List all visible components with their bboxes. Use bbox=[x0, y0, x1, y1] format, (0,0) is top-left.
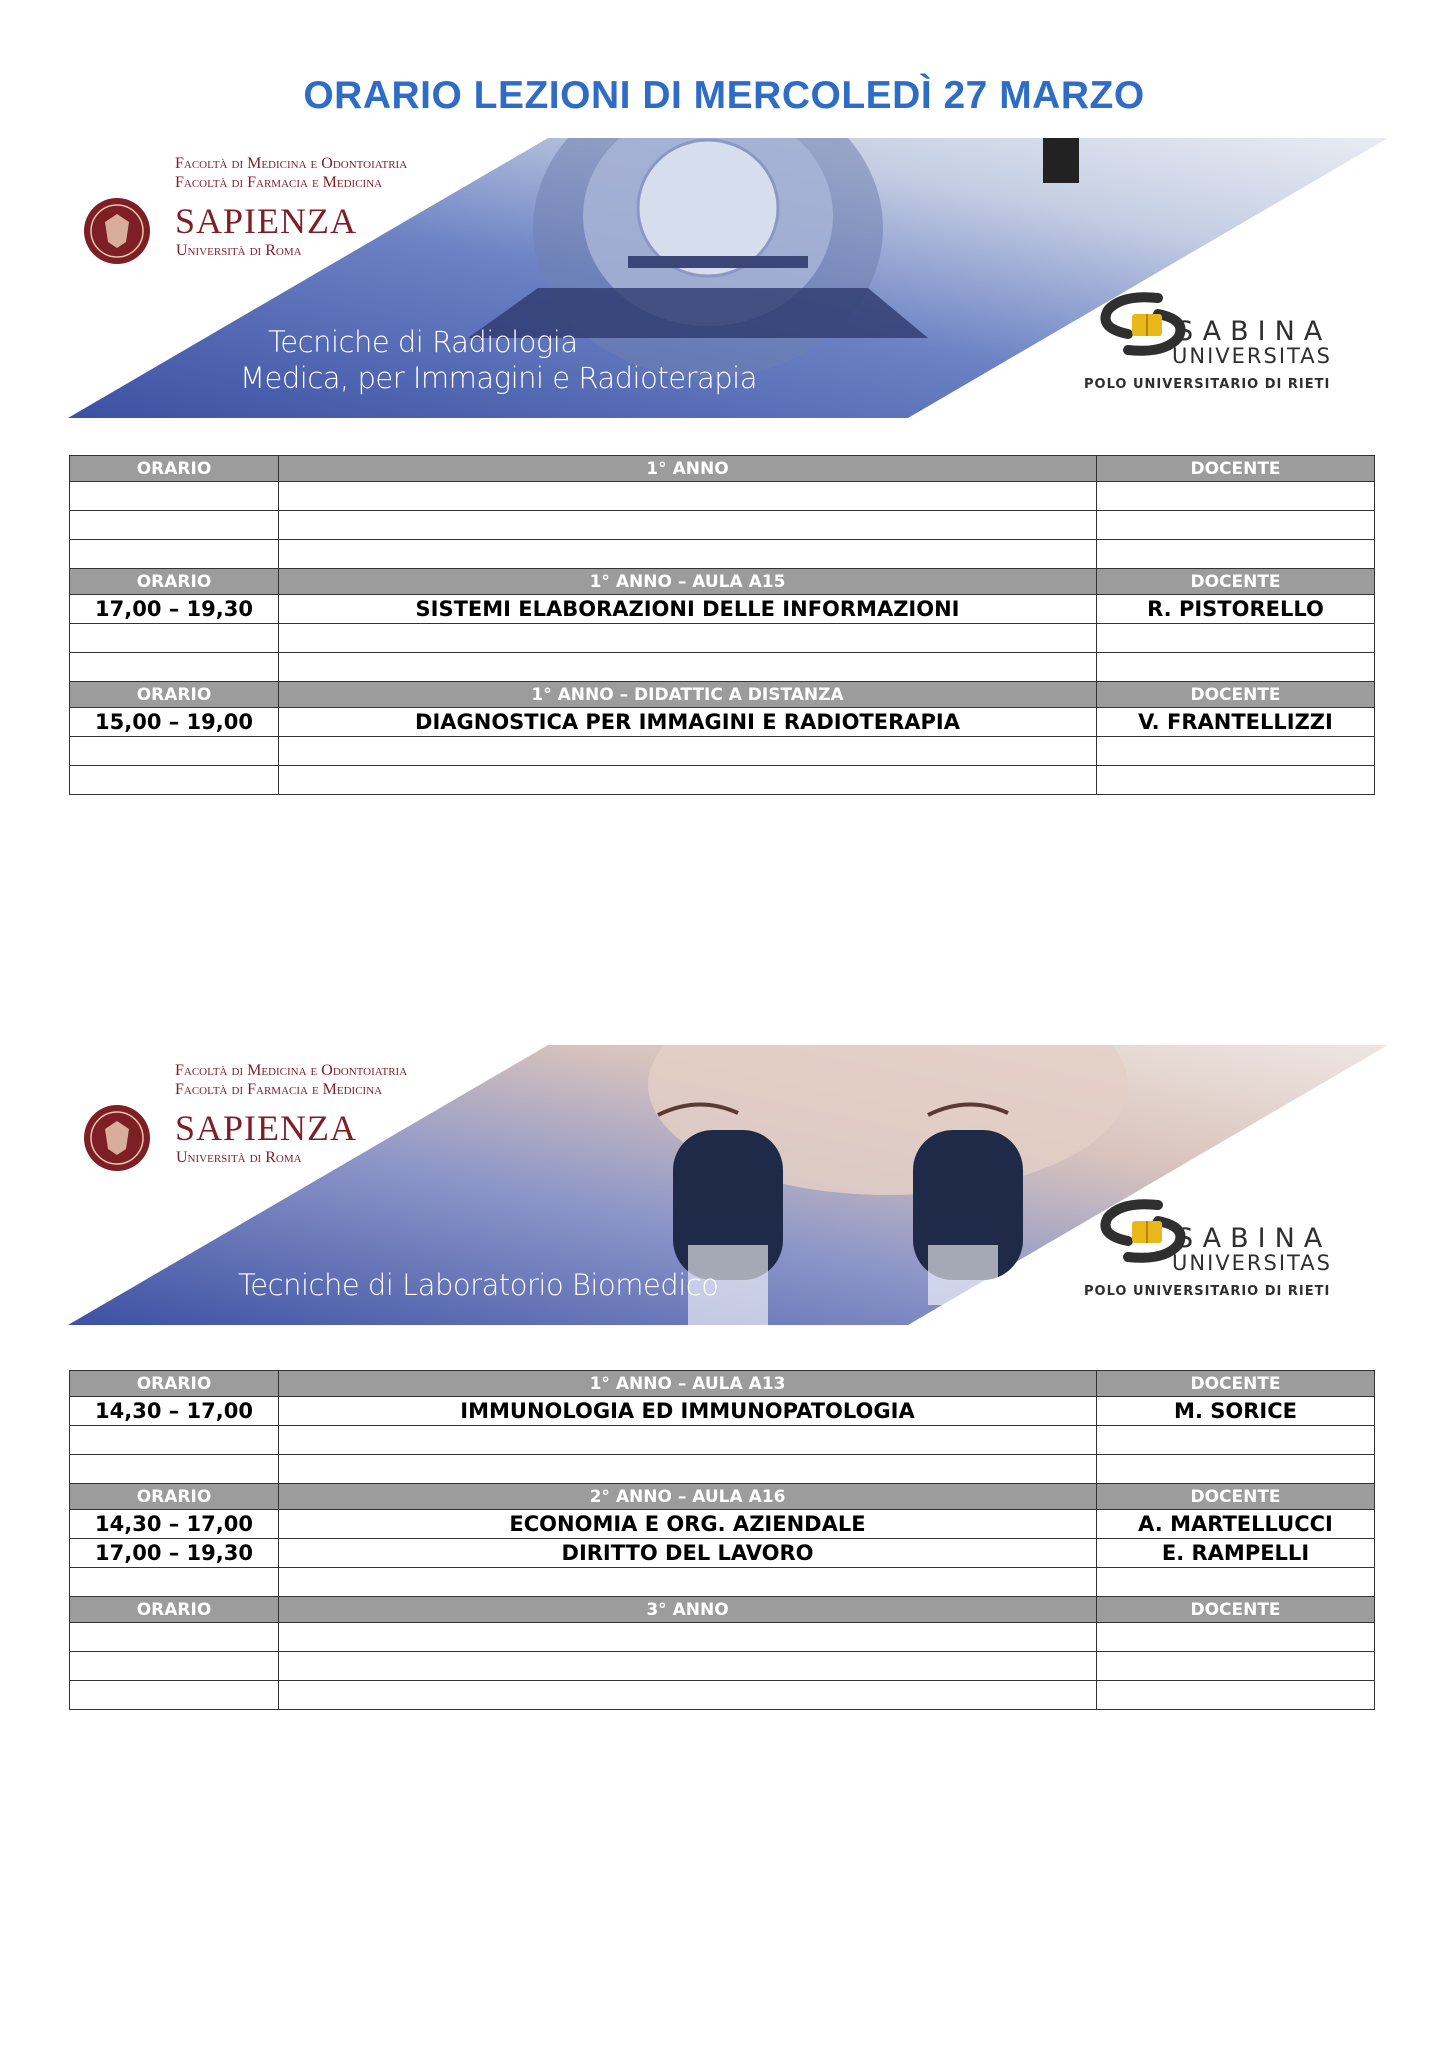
table-header-row bbox=[70, 456, 1375, 482]
cell-time: 14,30 – 17,00 bbox=[70, 1510, 279, 1539]
cell-time bbox=[70, 1681, 279, 1710]
cell-teacher bbox=[1097, 766, 1375, 795]
university-subtitle: Università di Roma bbox=[176, 1149, 302, 1166]
cell-time: 15,00 – 19,00 bbox=[70, 708, 279, 737]
page-title: ORARIO LEZIONI DI MERCOLEDÌ 27 MARZO bbox=[303, 74, 1145, 117]
table-row bbox=[70, 1426, 1375, 1455]
table-row bbox=[70, 1681, 1375, 1710]
course-title-line-2: Medica, per Immagini e Radioterapia bbox=[240, 361, 758, 395]
cell-teacher bbox=[1097, 1568, 1375, 1597]
header-orario: ORARIO bbox=[70, 569, 279, 595]
header-year: 2° ANNO – AULA A16 bbox=[279, 1484, 1097, 1510]
faculty-line-1: Facoltà di Medicina e Odontoiatria bbox=[175, 1062, 408, 1079]
cell-course bbox=[279, 1426, 1097, 1455]
header-year: 1° ANNO – AULA A13 bbox=[279, 1371, 1097, 1397]
cell-time bbox=[70, 482, 279, 511]
cell-course bbox=[279, 624, 1097, 653]
header-docente: DOCENTE bbox=[1097, 1597, 1375, 1623]
cell-course bbox=[279, 1623, 1097, 1652]
faculty-line-2: Facoltà di Farmacia e Medicina bbox=[175, 1081, 383, 1098]
header-orario: ORARIO bbox=[70, 682, 279, 708]
cell-time bbox=[70, 1455, 279, 1484]
cell-teacher bbox=[1097, 1652, 1375, 1681]
table-row bbox=[70, 1455, 1375, 1484]
cell-course: IMMUNOLOGIA ED IMMUNOPATOLOGIA bbox=[279, 1397, 1097, 1426]
table-header-row bbox=[70, 569, 1375, 595]
cell-course bbox=[279, 1652, 1097, 1681]
header-docente: DOCENTE bbox=[1097, 1371, 1375, 1397]
cell-time bbox=[70, 1426, 279, 1455]
header-year: 1° ANNO – AULA A15 bbox=[279, 569, 1097, 595]
cell-course: ECONOMIA E ORG. AZIENDALE bbox=[279, 1510, 1097, 1539]
cell-teacher bbox=[1097, 1681, 1375, 1710]
table-row bbox=[70, 595, 1375, 624]
cell-course bbox=[279, 653, 1097, 682]
header-orario: ORARIO bbox=[70, 1597, 279, 1623]
cell-course: DIRITTO DEL LAVORO bbox=[279, 1539, 1097, 1568]
cell-time bbox=[70, 653, 279, 682]
university-name: SAPIENZA bbox=[175, 1108, 358, 1148]
cell-teacher bbox=[1097, 1455, 1375, 1484]
cell-teacher bbox=[1097, 511, 1375, 540]
cell-time bbox=[70, 540, 279, 569]
faculty-line-2: Facoltà di Farmacia e Medicina bbox=[175, 174, 383, 191]
table-row bbox=[70, 653, 1375, 682]
cell-teacher: V. FRANTELLIZZI bbox=[1097, 708, 1375, 737]
cell-course: DIAGNOSTICA PER IMMAGINI E RADIOTERAPIA bbox=[279, 708, 1097, 737]
cell-time bbox=[70, 1568, 279, 1597]
cell-course bbox=[279, 511, 1097, 540]
cell-teacher bbox=[1097, 737, 1375, 766]
table-row bbox=[70, 540, 1375, 569]
table-row bbox=[70, 1539, 1375, 1568]
header-orario: ORARIO bbox=[70, 1371, 279, 1397]
cell-time bbox=[70, 624, 279, 653]
course-banner-radiology bbox=[68, 138, 1388, 418]
cell-time: 17,00 – 19,30 bbox=[70, 1539, 279, 1568]
cell-course bbox=[279, 1681, 1097, 1710]
cell-teacher: R. PISTORELLO bbox=[1097, 595, 1375, 624]
cell-teacher bbox=[1097, 482, 1375, 511]
table-header-row bbox=[70, 1484, 1375, 1510]
partner-tagline: POLO UNIVERSITARIO DI RIETI bbox=[1084, 377, 1331, 392]
partner-subtitle: UNIVERSITAS bbox=[1172, 1251, 1332, 1275]
cell-course bbox=[279, 766, 1097, 795]
cell-time bbox=[70, 1623, 279, 1652]
course-title-line-1: Tecniche di Radiologia bbox=[268, 325, 578, 359]
table-row bbox=[70, 624, 1375, 653]
partner-subtitle: UNIVERSITAS bbox=[1172, 344, 1332, 368]
cell-course bbox=[279, 1455, 1097, 1484]
cell-time bbox=[70, 1652, 279, 1681]
cell-course bbox=[279, 540, 1097, 569]
cell-time bbox=[70, 737, 279, 766]
partner-name: SABINA bbox=[1176, 316, 1332, 347]
header-docente: DOCENTE bbox=[1097, 682, 1375, 708]
table-row bbox=[70, 1623, 1375, 1652]
course-title-line-1: Tecniche di Laboratorio Biomedico bbox=[238, 1268, 719, 1302]
university-subtitle: Università di Roma bbox=[176, 242, 302, 259]
header-docente: DOCENTE bbox=[1097, 456, 1375, 482]
header-year: 1° ANNO bbox=[279, 456, 1097, 482]
cell-teacher bbox=[1097, 540, 1375, 569]
cell-teacher bbox=[1097, 1623, 1375, 1652]
schedule-table-radiology bbox=[69, 455, 1375, 795]
cell-teacher: A. MARTELLUCCI bbox=[1097, 1510, 1375, 1539]
cell-course bbox=[279, 482, 1097, 511]
cell-teacher bbox=[1097, 653, 1375, 682]
header-year: 3° ANNO bbox=[279, 1597, 1097, 1623]
table-row bbox=[70, 737, 1375, 766]
cell-course bbox=[279, 737, 1097, 766]
table-row bbox=[70, 1510, 1375, 1539]
cell-time: 14,30 – 17,00 bbox=[70, 1397, 279, 1426]
cell-time bbox=[70, 511, 279, 540]
cell-course bbox=[279, 1568, 1097, 1597]
table-header-row bbox=[70, 682, 1375, 708]
university-name: SAPIENZA bbox=[175, 201, 358, 241]
table-row bbox=[70, 482, 1375, 511]
header-docente: DOCENTE bbox=[1097, 569, 1375, 595]
table-row bbox=[70, 1397, 1375, 1426]
cell-time: 17,00 – 19,30 bbox=[70, 595, 279, 624]
cell-teacher: E. RAMPELLI bbox=[1097, 1539, 1375, 1568]
cell-time bbox=[70, 766, 279, 795]
cell-course: SISTEMI ELABORAZIONI DELLE INFORMAZIONI bbox=[279, 595, 1097, 624]
faculty-line-1: Facoltà di Medicina e Odontoiatria bbox=[175, 155, 408, 172]
cell-teacher bbox=[1097, 1426, 1375, 1455]
header-docente: DOCENTE bbox=[1097, 1484, 1375, 1510]
partner-name: SABINA bbox=[1176, 1223, 1332, 1254]
table-row bbox=[70, 511, 1375, 540]
table-row bbox=[70, 708, 1375, 737]
table-header-row bbox=[70, 1597, 1375, 1623]
header-year: 1° ANNO – DIDATTIC A DISTANZA bbox=[279, 682, 1097, 708]
table-header-row bbox=[70, 1371, 1375, 1397]
header-orario: ORARIO bbox=[70, 1484, 279, 1510]
header-orario: ORARIO bbox=[70, 456, 279, 482]
table-row bbox=[70, 1568, 1375, 1597]
schedule-table-laboratory bbox=[69, 1370, 1375, 1710]
cell-teacher: M. SORICE bbox=[1097, 1397, 1375, 1426]
cell-teacher bbox=[1097, 624, 1375, 653]
table-row bbox=[70, 766, 1375, 795]
table-row bbox=[70, 1652, 1375, 1681]
course-banner-laboratory bbox=[68, 1045, 1388, 1325]
partner-tagline: POLO UNIVERSITARIO DI RIETI bbox=[1084, 1284, 1331, 1299]
